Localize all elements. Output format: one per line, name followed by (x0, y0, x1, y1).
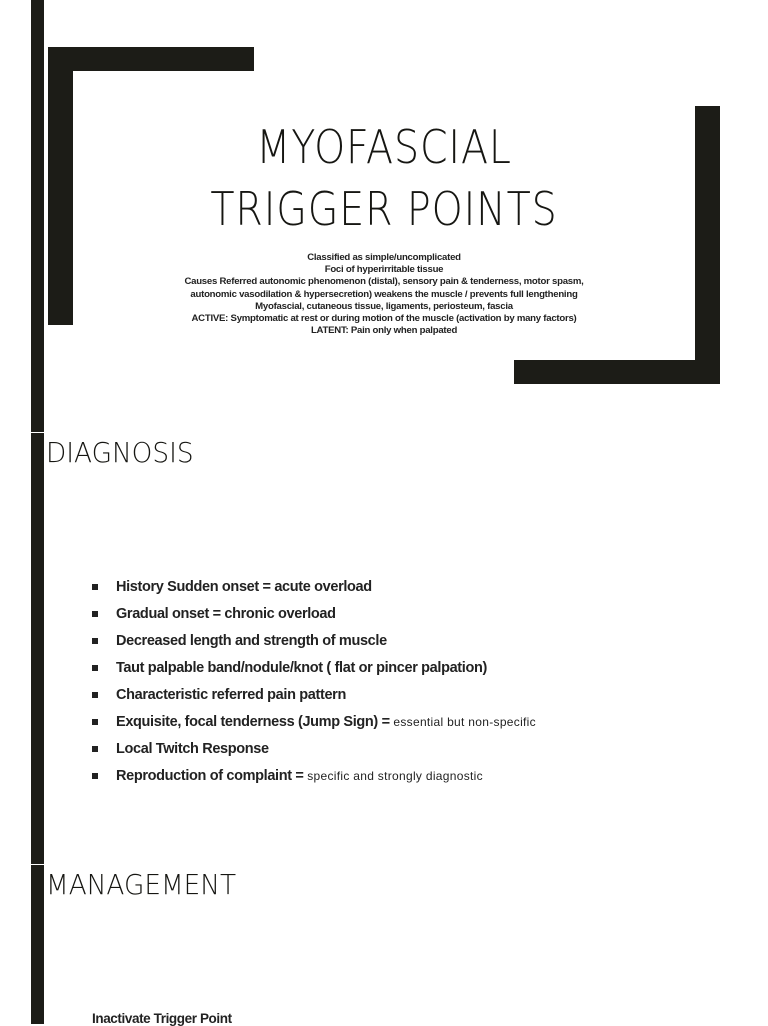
subtitle-line: autonomic vasodilation & hypersecretion) weakens the muscle / prevents full lengthening (190, 288, 578, 300)
page-title-line-2: TRIGGER POINTS (210, 182, 558, 236)
management-first-item: Inactivate Trigger Point (92, 1011, 232, 1026)
square-bullet-icon (92, 773, 98, 779)
list-item-text: Reproduction of complaint = (116, 768, 308, 784)
page-title-line-1: MYOFASCIAL (256, 120, 512, 174)
list-item (92, 766, 536, 793)
list-item-note: specific and strongly diagnostic (307, 769, 483, 783)
diagnosis-heading: DIAGNOSIS (46, 436, 194, 469)
page-divider (31, 432, 45, 433)
square-bullet-icon (92, 719, 98, 725)
square-bullet-icon (92, 692, 98, 698)
list-item (92, 712, 536, 739)
diagnosis-list (92, 577, 536, 793)
subtitle-line: Causes Referred autonomic phenomenon (distal), sensory pain & tenderness, motor spasm, (184, 276, 584, 288)
list-item-text: Gradual onset = chronic overload (116, 606, 336, 622)
corner-bracket-top-left-horizontal (48, 47, 254, 71)
list-item (92, 577, 536, 604)
subtitle-line: Myofascial, cutaneous tissue, ligaments, periosteum, fascia (255, 300, 513, 312)
corner-bracket-bottom-right-horizontal (514, 360, 720, 384)
left-rail (31, 0, 44, 1024)
subtitle-line: ACTIVE: Symptomatic at rest or during motion of the muscle (activation by many factors) (191, 313, 577, 325)
list-item-text: Decreased length and strength of muscle (116, 633, 387, 649)
list-item-text: Local Twitch Response (116, 741, 269, 757)
subtitle-line: Classified as simple/uncomplicated (307, 252, 461, 263)
list-item-note: essential but non-specific (393, 715, 536, 729)
list-item (92, 658, 536, 685)
list-item (92, 739, 536, 766)
list-item (92, 631, 536, 658)
management-heading: MANAGEMENT (46, 868, 237, 901)
list-item (92, 604, 536, 631)
square-bullet-icon (92, 665, 98, 671)
list-item (92, 685, 536, 712)
square-bullet-icon (92, 584, 98, 590)
square-bullet-icon (92, 638, 98, 644)
list-item-text: History Sudden onset = acute overload (116, 579, 372, 595)
square-bullet-icon (92, 746, 98, 752)
subtitle-line: Foci of hyperirritable tissue (324, 264, 444, 276)
page-divider (31, 864, 45, 865)
square-bullet-icon (92, 611, 98, 617)
list-item-text: Characteristic referred pain pattern (116, 687, 346, 703)
list-item-text: Taut palpable band/nodule/knot ( flat or pincer palpation) (116, 660, 487, 676)
subtitle-line: LATENT: Pain only when palpated (310, 325, 458, 337)
subtitle-block (120, 252, 648, 337)
list-item-text: Exquisite, focal tenderness (Jump Sign) = (116, 714, 394, 730)
